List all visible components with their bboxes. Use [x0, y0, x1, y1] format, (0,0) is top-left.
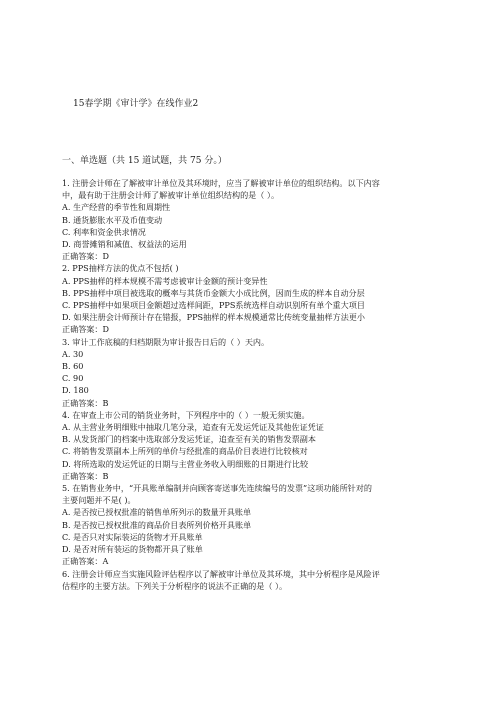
text-line: 4. 在审查上市公司的销货业务时，下列程序中的（ ）一般无须实施。 [62, 409, 310, 420]
text-line: 正确答案：A [62, 556, 109, 567]
text-line: 2. PPS抽样方法的优点不包括( ) [62, 263, 179, 274]
text-line: 正确答案：D [62, 324, 109, 335]
text-line: D. 如果注册会计师预计存在错报，PPS抽样的样本规模通常比传统变量抽样方法更小 [62, 312, 365, 323]
text-line: 正确答案：B [62, 397, 109, 408]
text-line: A. 从主营业务明细账中抽取几笔分录，追查有无发运凭证及其他佐证凭证 [62, 422, 324, 433]
text-line: C. 利率和资金供求情况 [62, 226, 146, 237]
text-line: B. PPS抽样中项目被选取的概率与其货币金额大小成比例，因而生成的样本自动分层 [62, 287, 365, 298]
text-line: D. 将所选取的发运凭证的日期与主营业务收入明细账的日期进行比较 [62, 458, 309, 469]
text-line: C. 90 [62, 373, 84, 384]
text-line: 6. 注册会计师应当实施风险评估程序以了解被审计单位及其环境，其中分析程序是风险评 [62, 568, 380, 579]
text-line: A. 生产经营的季节性和周期性 [62, 202, 171, 213]
text-line: B. 60 [62, 361, 84, 372]
section-heading: 一、单选题（共 15 道试题，共 75 分。） [62, 156, 227, 166]
text-line: B. 通货膨胀水平及币值变动 [62, 214, 163, 225]
text-line: D. 180 [62, 385, 89, 396]
text-line: 3. 审计工作底稿的归档期限为审计报告日后的（ ）天内。 [62, 336, 270, 347]
text-line: 估程序的主要方法。下列关于分析程序的说法不正确的是（ ）。 [62, 580, 288, 591]
text-line: B. 是否按已授权批准的商品价目表所列价格开具账单 [62, 519, 252, 530]
text-line: D. 商誉摊销和减值、权益法的运用 [62, 239, 187, 250]
text-line: C. PPS抽样中如果项目金额超过选样间距，PPS系统选样自动识别所有单个重大项目 [62, 300, 365, 311]
text-line: C. 是否只对实际装运的货物才开具账单 [62, 531, 203, 542]
text-line: A. 是否按已授权批准的销售单所列示的数量开具账单 [62, 507, 252, 518]
question-list [62, 177, 432, 592]
text-line: D. 是否对所有装运的货物都开具了账单 [62, 544, 203, 555]
text-line: 正确答案：D [62, 251, 109, 262]
text-line: C. 将销售发票副本上所列的单价与经批准的商品价目表进行比较核对 [62, 446, 308, 457]
text-line: A. 30 [62, 348, 84, 359]
text-line: 主要问题并不是( )。 [62, 495, 136, 506]
text-line: 1. 注册会计师在了解被审计单位及其环境时，应当了解被审计单位的组织结构。以下内容 [62, 178, 380, 188]
text-line: A. PPS抽样的样本规模不需考虑被审计金额的预计变异性 [62, 275, 268, 286]
text-line: B. 从发货部门的档案中选取部分发运凭证，追查至有关的销售发票副本 [62, 434, 316, 445]
document-title: 15春学期《审计学》在线作业2 [73, 99, 199, 109]
text-line: 中，最有助于注册会计师了解被审计单位组织结构的是（ ）。 [62, 190, 280, 201]
text-line: 正确答案：B [62, 470, 109, 481]
text-line: 5. 在销售业务中，“开具账单编制并向顾客寄送事先连续编号的发票”这项功能所针对的 [62, 483, 372, 494]
